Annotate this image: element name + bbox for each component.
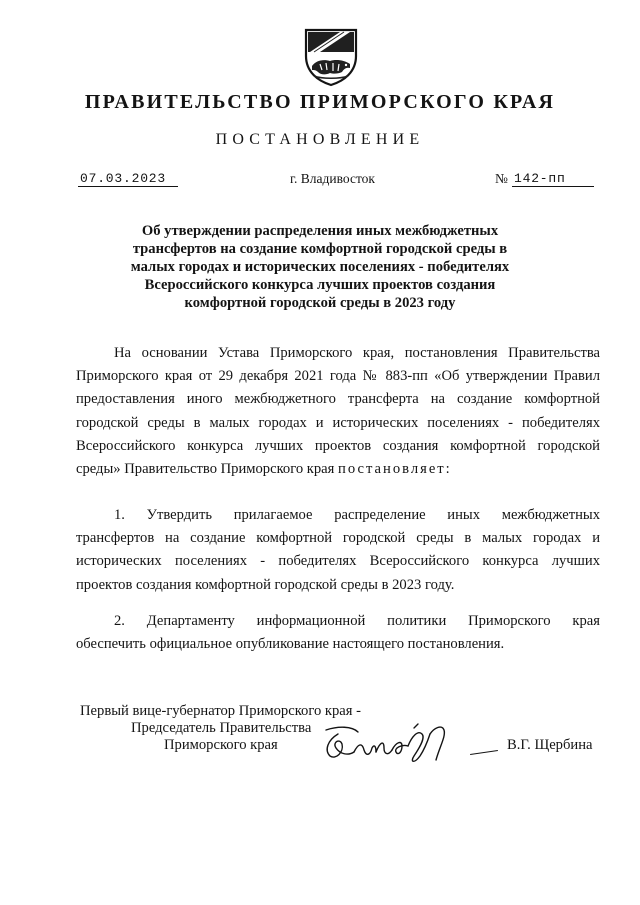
subject-line: Всероссийского конкурса лучших проектов создания	[144, 277, 496, 293]
paragraph-line: На основании Устава Приморского края, постановления Правительства	[114, 345, 600, 361]
signer-title-line-3: Приморского края	[164, 737, 278, 753]
paragraph-line: 2. Департаменту информационной политики Приморского края	[114, 613, 600, 629]
paragraph-line: 1. Утвердить прилагаемое распределение иных межбюджетных	[114, 507, 600, 523]
resolves-word: постановляет:	[338, 461, 452, 478]
paragraph-line: обеспечить официальное опубликование настоящего постановления.	[76, 636, 505, 653]
document-type: ПОСТАНОВЛЕНИЕ	[215, 131, 425, 148]
item-2-paragraph	[76, 610, 600, 656]
number-underline	[512, 186, 594, 187]
handwritten-signature-icon	[318, 716, 468, 776]
signature-dash	[470, 750, 498, 755]
paragraph-line: Всероссийского конкурса лучших проектов создания комфортной городской	[76, 437, 600, 454]
paragraph-line: городской среды в малых городах и исторических поселениях - победителях	[76, 414, 600, 431]
preamble-ending: среды» Правительство Приморского края	[76, 461, 335, 478]
signer-title-line-1: Первый вице-губернатор Приморского края -	[80, 703, 362, 719]
government-title: ПРАВИТЕЛЬСТВО ПРИМОРСКОГО КРАЯ	[84, 91, 556, 113]
paragraph-line: предоставления иного межбюджетного трансферта на создание комфортной	[76, 391, 600, 408]
document-number: 142-пп	[514, 171, 566, 186]
document-date: 07.03.2023	[80, 171, 167, 186]
paragraph-line: трансфертов на создание комфортной городской среды в малых городах и	[76, 530, 600, 547]
signer-name: В.Г. Щербина	[507, 737, 593, 753]
subject-line: малых городах и исторических поселениях - победителях	[130, 259, 510, 275]
coat-of-arms-icon	[300, 26, 362, 88]
date-underline	[78, 186, 178, 187]
paragraph-line	[76, 458, 600, 481]
subject-line: Об утверждении распределения иных межбюджетных	[141, 223, 499, 239]
subject-line: комфортной городской среды в 2023 году	[184, 295, 456, 311]
preamble-paragraph	[76, 342, 600, 481]
item-1-paragraph	[76, 504, 600, 597]
signer-title-line-2: Председатель Правительства	[131, 720, 312, 736]
paragraph-line: исторических поселениях - победителях Всероссийского конкурса лучших	[76, 553, 600, 570]
paragraph-line: Приморского края от 29 декабря 2021 года № 883-пп «Об утверждении Правил	[76, 368, 600, 385]
document-city: г. Владивосток	[290, 171, 375, 186]
document-subject	[90, 222, 550, 312]
number-sign: №	[495, 171, 508, 186]
paragraph-line: проектов создания комфортной городской среды в 2023 году.	[76, 576, 455, 593]
subject-line: трансфертов на создание комфортной городской среды в	[132, 241, 508, 257]
